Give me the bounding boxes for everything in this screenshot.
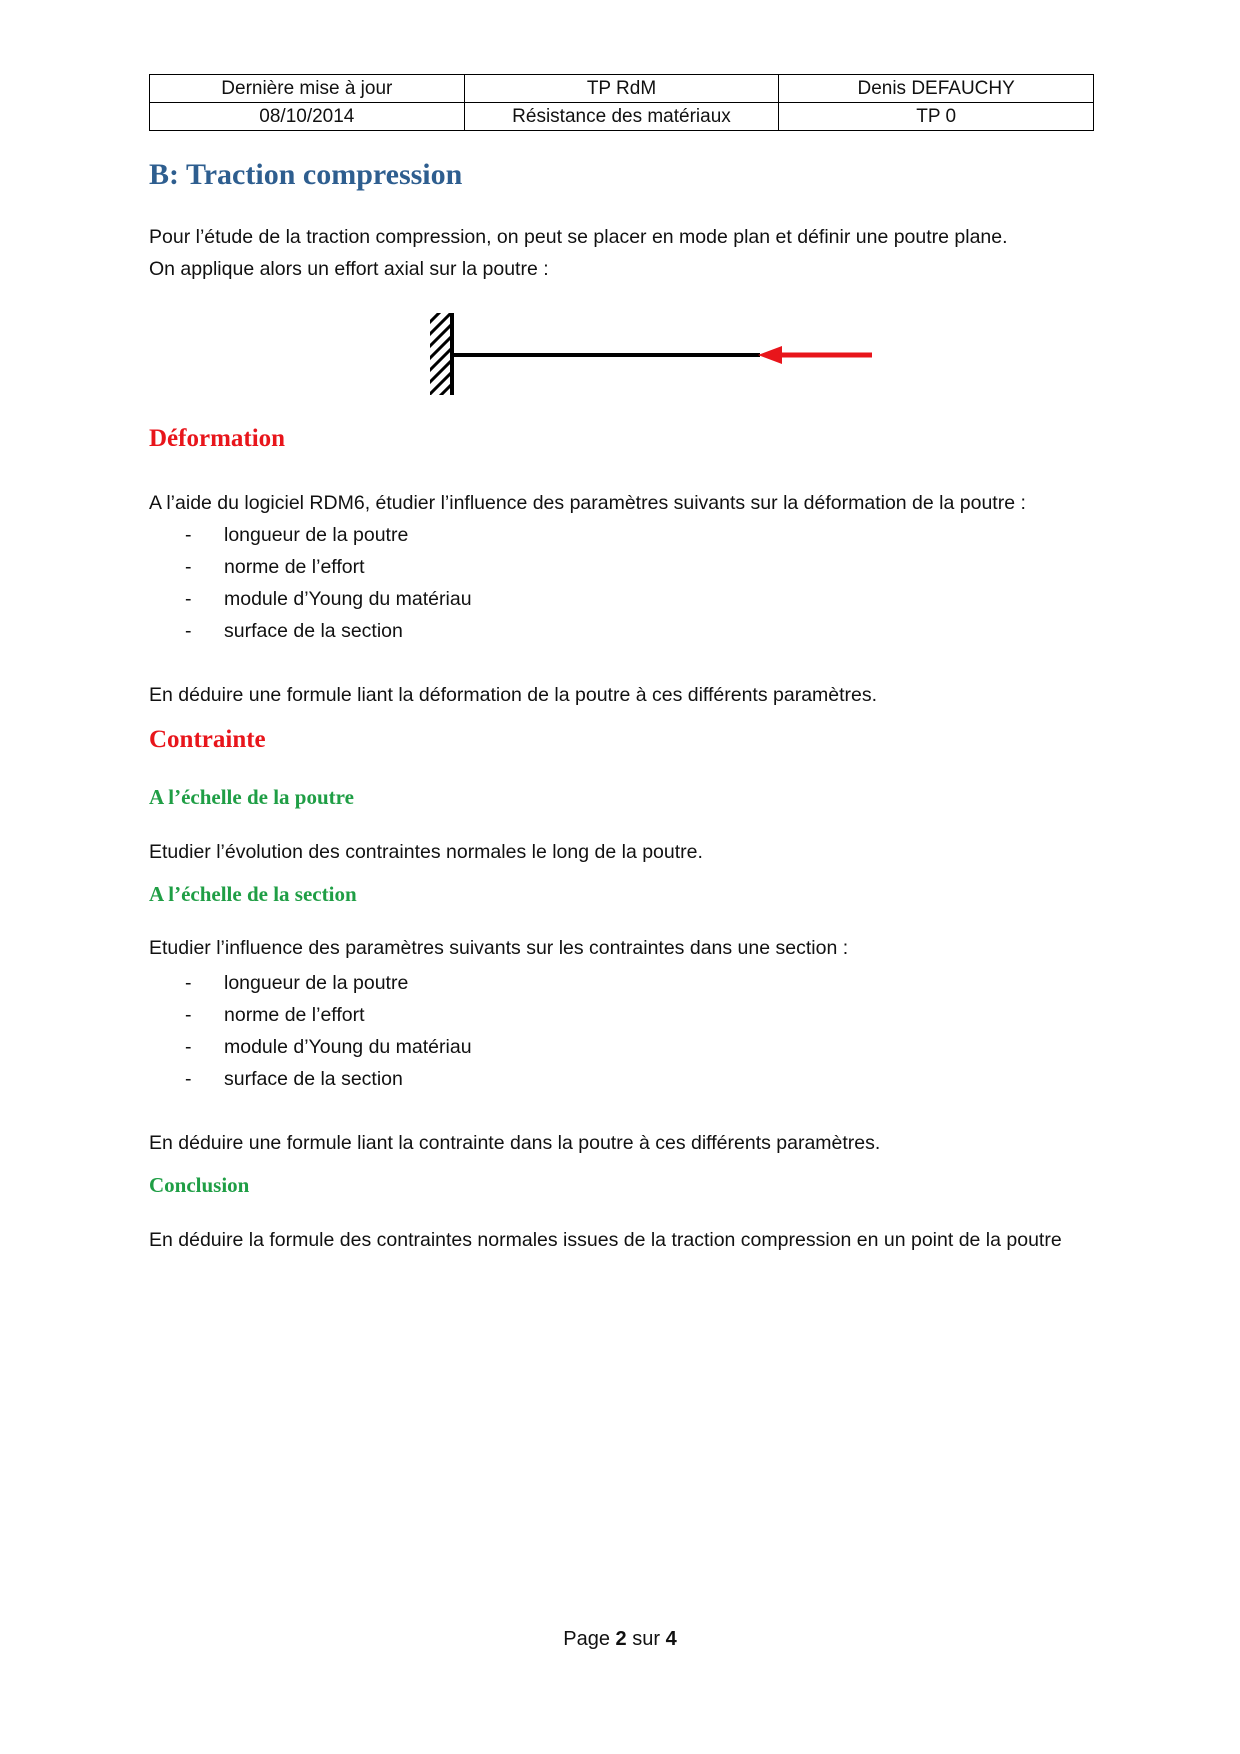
list-item: - surface de la section [185, 620, 403, 642]
poutre-scale-text: Etudier l’évolution des contraintes normales le long de la poutre. [149, 841, 703, 863]
header-course-title: Résistance des matériaux [464, 103, 779, 131]
section-param-list [149, 967, 472, 1095]
force-arrow-head [758, 346, 782, 364]
list-item: - norme de l’effort [185, 1004, 365, 1026]
section-scale-text: Etudier l’influence des paramètres suivants sur les contraintes dans une section : [149, 937, 849, 959]
beam-diagram [420, 305, 880, 405]
conclusion-heading: Conclusion [149, 1173, 250, 1197]
header-author: Denis DEFAUCHY [779, 75, 1094, 103]
contrainte-heading: Contrainte [149, 726, 266, 753]
list-item: - longueur de la poutre [185, 524, 409, 546]
section-scale-heading: A l’échelle de la section [149, 882, 357, 906]
list-item: - module d’Young du matériau [185, 588, 472, 610]
footer-page-number: 2 [615, 1628, 627, 1650]
header-table [149, 74, 1094, 131]
header-course-label: TP RdM [464, 75, 779, 103]
page-footer [0, 1628, 1240, 1651]
header-row-1 [150, 75, 1094, 103]
poutre-scale-heading: A l’échelle de la poutre [149, 785, 354, 809]
header-update-label: Dernière mise à jour [150, 75, 465, 103]
list-item: - module d’Young du matériau [185, 1036, 472, 1058]
list-item: - longueur de la poutre [185, 972, 409, 994]
footer-page-total: 4 [665, 1628, 677, 1650]
deformation-heading: Déformation [149, 425, 286, 452]
header-row-2 [150, 103, 1094, 131]
header-date: 08/10/2014 [150, 103, 465, 131]
footer-of-word: sur [632, 1628, 661, 1650]
list-item: - norme de l’effort [185, 556, 365, 578]
section-title: B: Traction compression [149, 158, 463, 191]
deformation-param-list [149, 519, 472, 647]
section-conclusion: En déduire une formule liant la contrainte dans la poutre à ces différents paramètres. [149, 1132, 881, 1154]
header-tp-number: TP 0 [779, 103, 1094, 131]
intro-line-1: Pour l’étude de la traction compression, on peut se placer en mode plan et définir une poutre plane. [149, 226, 1008, 248]
intro-line-2: On applique alors un effort axial sur la poutre : [149, 258, 549, 280]
footer-page-word: Page [563, 1628, 610, 1650]
list-item: - surface de la section [185, 1068, 403, 1090]
deformation-text: A l’aide du logiciel RDM6, étudier l’influence des paramètres suivants sur la déformation de la poutre : [149, 492, 1026, 514]
conclusion-text: En déduire la formule des contraintes normales issues de la traction compression en un point de la poutre [149, 1229, 1062, 1251]
deformation-conclusion: En déduire une formule liant la déformation de la poutre à ces différents paramètres. [149, 684, 878, 706]
